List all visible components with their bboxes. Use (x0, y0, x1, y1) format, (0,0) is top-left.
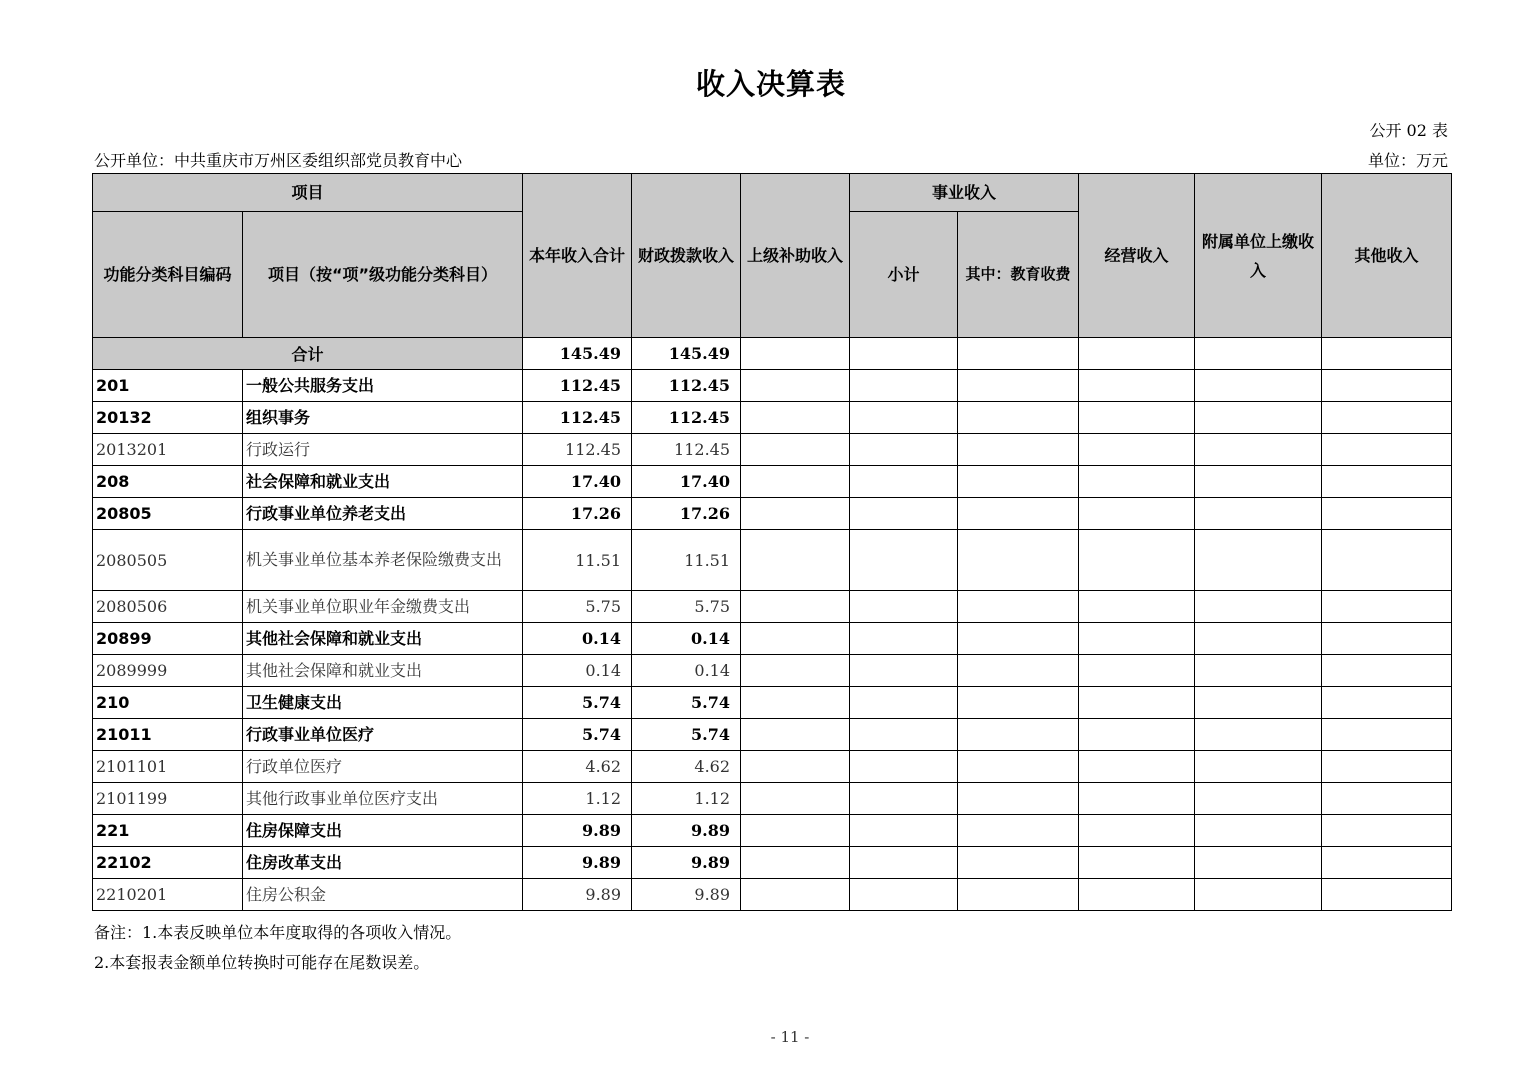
empty-cell (741, 623, 850, 655)
empty-cell (850, 655, 958, 687)
row-code: 20805 (93, 498, 243, 530)
empty-cell (1079, 498, 1195, 530)
row-code: 2089999 (93, 655, 243, 687)
empty-cell (1079, 530, 1195, 591)
total-row (93, 338, 1452, 370)
empty-cell (850, 402, 958, 434)
table-row (93, 623, 1452, 655)
row-code: 2210201 (93, 879, 243, 911)
row-code: 20132 (93, 402, 243, 434)
empty-cell (741, 879, 850, 911)
empty-cell (1195, 815, 1322, 847)
row-fiscal: 0.14 (632, 623, 741, 655)
empty-cell (850, 623, 958, 655)
notes (94, 918, 461, 978)
note-line: 2.本套报表金额单位转换时可能存在尾数误差。 (94, 953, 430, 972)
empty-cell (1079, 687, 1195, 719)
table-row (93, 815, 1452, 847)
row-code: 210 (93, 687, 243, 719)
empty-cell (850, 434, 958, 466)
row-fiscal: 4.62 (632, 751, 741, 783)
row-name: 组织事务 (243, 402, 523, 434)
row-code: 2101199 (93, 783, 243, 815)
empty-cell (741, 370, 850, 402)
table-row (93, 434, 1452, 466)
table-row (93, 719, 1452, 751)
row-total-income: 17.40 (523, 466, 632, 498)
empty-cell (1079, 466, 1195, 498)
row-total-income: 9.89 (523, 815, 632, 847)
row-fiscal: 9.89 (632, 847, 741, 879)
empty-cell (958, 591, 1079, 623)
row-fiscal: 1.12 (632, 783, 741, 815)
table-row (93, 879, 1452, 911)
empty-cell (850, 815, 958, 847)
row-total-income: 4.62 (523, 751, 632, 783)
empty-cell (1079, 591, 1195, 623)
header-total-income: 本年收入合计 (523, 174, 632, 338)
empty-cell (958, 434, 1079, 466)
empty-cell (741, 466, 850, 498)
row-total-income: 112.45 (523, 402, 632, 434)
page-title: 收入决算表 (695, 67, 846, 101)
empty-cell (1079, 402, 1195, 434)
empty-cell (850, 719, 958, 751)
empty-cell (1322, 719, 1452, 751)
empty-cell (850, 879, 958, 911)
row-name: 其他行政事业单位医疗支出 (243, 783, 523, 815)
row-code: 2080505 (93, 530, 243, 591)
row-total-income: 5.74 (523, 719, 632, 751)
empty-cell (741, 655, 850, 687)
table-row (93, 530, 1452, 591)
empty-cell (1322, 655, 1452, 687)
empty-cell (1079, 719, 1195, 751)
empty-cell (1195, 338, 1322, 370)
empty-cell (1195, 879, 1322, 911)
row-fiscal: 17.40 (632, 466, 741, 498)
table-row (93, 466, 1452, 498)
empty-cell (1322, 338, 1452, 370)
empty-cell (958, 879, 1079, 911)
empty-cell (1195, 783, 1322, 815)
empty-cell (1322, 498, 1452, 530)
empty-cell (1195, 623, 1322, 655)
total-label: 合计 (93, 338, 523, 370)
empty-cell (1079, 783, 1195, 815)
row-fiscal: 17.26 (632, 498, 741, 530)
empty-cell (1079, 847, 1195, 879)
empty-cell (850, 466, 958, 498)
row-total-income: 9.89 (523, 879, 632, 911)
table-row (93, 847, 1452, 879)
empty-cell (1079, 879, 1195, 911)
row-fiscal: 112.45 (632, 370, 741, 402)
empty-cell (1322, 530, 1452, 591)
row-fiscal: 11.51 (632, 530, 741, 591)
empty-cell (1322, 847, 1452, 879)
row-total-income: 5.74 (523, 687, 632, 719)
header-other: 其他收入 (1322, 174, 1452, 338)
empty-cell (741, 530, 850, 591)
empty-cell (1195, 370, 1322, 402)
reporting-unit: 公开单位：中共重庆市万州区委组织部党员教育中心 (94, 151, 463, 170)
empty-cell (1195, 687, 1322, 719)
row-fiscal: 0.14 (632, 655, 741, 687)
empty-cell (741, 338, 850, 370)
table-row (93, 498, 1452, 530)
row-name: 行政事业单位医疗 (243, 719, 523, 751)
row-fiscal: 5.74 (632, 719, 741, 751)
empty-cell (1195, 591, 1322, 623)
empty-cell (1195, 847, 1322, 879)
empty-cell (850, 591, 958, 623)
empty-cell (958, 623, 1079, 655)
row-fiscal: 9.89 (632, 815, 741, 847)
table-row (93, 783, 1452, 815)
note-line: 备注：1.本表反映单位本年度取得的各项收入情况。 (94, 923, 462, 942)
empty-cell (958, 655, 1079, 687)
header-fiscal: 财政拨款收入 (632, 174, 741, 338)
empty-cell (741, 719, 850, 751)
empty-cell (1195, 719, 1322, 751)
empty-cell (1079, 434, 1195, 466)
row-code: 201 (93, 370, 243, 402)
empty-cell (1322, 591, 1452, 623)
empty-cell (741, 751, 850, 783)
empty-cell (958, 687, 1079, 719)
row-code: 208 (93, 466, 243, 498)
empty-cell (958, 751, 1079, 783)
empty-cell (741, 591, 850, 623)
row-name: 行政单位医疗 (243, 751, 523, 783)
empty-cell (1079, 751, 1195, 783)
empty-cell (741, 434, 850, 466)
row-code: 2080506 (93, 591, 243, 623)
empty-cell (958, 815, 1079, 847)
empty-cell (1079, 655, 1195, 687)
row-total-income: 1.12 (523, 783, 632, 815)
empty-cell (850, 783, 958, 815)
empty-cell (958, 370, 1079, 402)
empty-cell (1079, 338, 1195, 370)
empty-cell (1195, 402, 1322, 434)
table-row (93, 402, 1452, 434)
empty-cell (850, 530, 958, 591)
empty-cell (741, 783, 850, 815)
unit-measure: 单位：万元 (1367, 151, 1448, 170)
empty-cell (741, 498, 850, 530)
empty-cell (850, 847, 958, 879)
header-func-code: 功能分类科目编码 (93, 212, 243, 338)
empty-cell (741, 402, 850, 434)
empty-cell (1195, 434, 1322, 466)
empty-cell (958, 847, 1079, 879)
empty-cell (1195, 751, 1322, 783)
row-name: 其他社会保障和就业支出 (243, 623, 523, 655)
empty-cell (958, 466, 1079, 498)
row-fiscal: 9.89 (632, 879, 741, 911)
row-name: 机关事业单位基本养老保险缴费支出 (243, 530, 523, 591)
empty-cell (1322, 879, 1452, 911)
header-operating: 经营收入 (1079, 174, 1195, 338)
row-code: 221 (93, 815, 243, 847)
empty-cell (958, 498, 1079, 530)
empty-cell (958, 530, 1079, 591)
table-row (93, 591, 1452, 623)
row-name: 住房改革支出 (243, 847, 523, 879)
empty-cell (1322, 815, 1452, 847)
empty-cell (1079, 623, 1195, 655)
empty-cell (958, 402, 1079, 434)
row-name: 社会保障和就业支出 (243, 466, 523, 498)
row-name: 住房公积金 (243, 879, 523, 911)
row-total-income: 0.14 (523, 623, 632, 655)
row-name: 其他社会保障和就业支出 (243, 655, 523, 687)
row-code: 20899 (93, 623, 243, 655)
table-row (93, 655, 1452, 687)
header-affiliated: 附属单位上缴收入 (1195, 174, 1322, 338)
total-fiscal-value: 145.49 (632, 338, 741, 370)
header-upper-subsidy: 上级补助收入 (741, 174, 850, 338)
empty-cell (850, 370, 958, 402)
row-name: 行政运行 (243, 434, 523, 466)
table-row (93, 370, 1452, 402)
empty-cell (1079, 370, 1195, 402)
row-total-income: 0.14 (523, 655, 632, 687)
empty-cell (850, 687, 958, 719)
row-name: 机关事业单位职业年金缴费支出 (243, 591, 523, 623)
row-total-income: 11.51 (523, 530, 632, 591)
total-income-value: 145.49 (523, 338, 632, 370)
row-fiscal: 112.45 (632, 402, 741, 434)
empty-cell (1322, 466, 1452, 498)
table-row (93, 751, 1452, 783)
empty-cell (1195, 466, 1322, 498)
page-number: - 11 - (770, 1028, 810, 1046)
empty-cell (1079, 815, 1195, 847)
empty-cell (1322, 402, 1452, 434)
row-code: 22102 (93, 847, 243, 879)
row-name: 一般公共服务支出 (243, 370, 523, 402)
empty-cell (1322, 370, 1452, 402)
empty-cell (850, 751, 958, 783)
row-name: 行政事业单位养老支出 (243, 498, 523, 530)
row-total-income: 17.26 (523, 498, 632, 530)
row-code: 21011 (93, 719, 243, 751)
row-name: 住房保障支出 (243, 815, 523, 847)
form-code: 公开 02 表 (1369, 121, 1448, 140)
empty-cell (1195, 655, 1322, 687)
empty-cell (1322, 623, 1452, 655)
row-fiscal: 5.74 (632, 687, 741, 719)
empty-cell (1322, 751, 1452, 783)
header-func-name: 项目（按“项”级功能分类科目） (243, 212, 523, 338)
empty-cell (741, 687, 850, 719)
empty-cell (958, 783, 1079, 815)
row-code: 2101101 (93, 751, 243, 783)
empty-cell (741, 815, 850, 847)
row-total-income: 9.89 (523, 847, 632, 879)
empty-cell (741, 847, 850, 879)
row-name: 卫生健康支出 (243, 687, 523, 719)
empty-cell (850, 498, 958, 530)
row-total-income: 112.45 (523, 370, 632, 402)
empty-cell (850, 338, 958, 370)
empty-cell (1195, 530, 1322, 591)
row-total-income: 5.75 (523, 591, 632, 623)
row-fiscal: 5.75 (632, 591, 741, 623)
table-row (93, 687, 1452, 719)
row-code: 2013201 (93, 434, 243, 466)
empty-cell (958, 338, 1079, 370)
empty-cell (1322, 434, 1452, 466)
row-total-income: 112.45 (523, 434, 632, 466)
empty-cell (1195, 498, 1322, 530)
header-subtotal: 小计 (850, 212, 958, 338)
header-edu-fee: 其中：教育收费 (958, 212, 1079, 338)
header-project: 项目 (93, 174, 523, 212)
empty-cell (1322, 783, 1452, 815)
empty-cell (1322, 687, 1452, 719)
header-business-income: 事业收入 (850, 174, 1079, 212)
income-table (92, 173, 1452, 911)
row-fiscal: 112.45 (632, 434, 741, 466)
empty-cell (958, 719, 1079, 751)
